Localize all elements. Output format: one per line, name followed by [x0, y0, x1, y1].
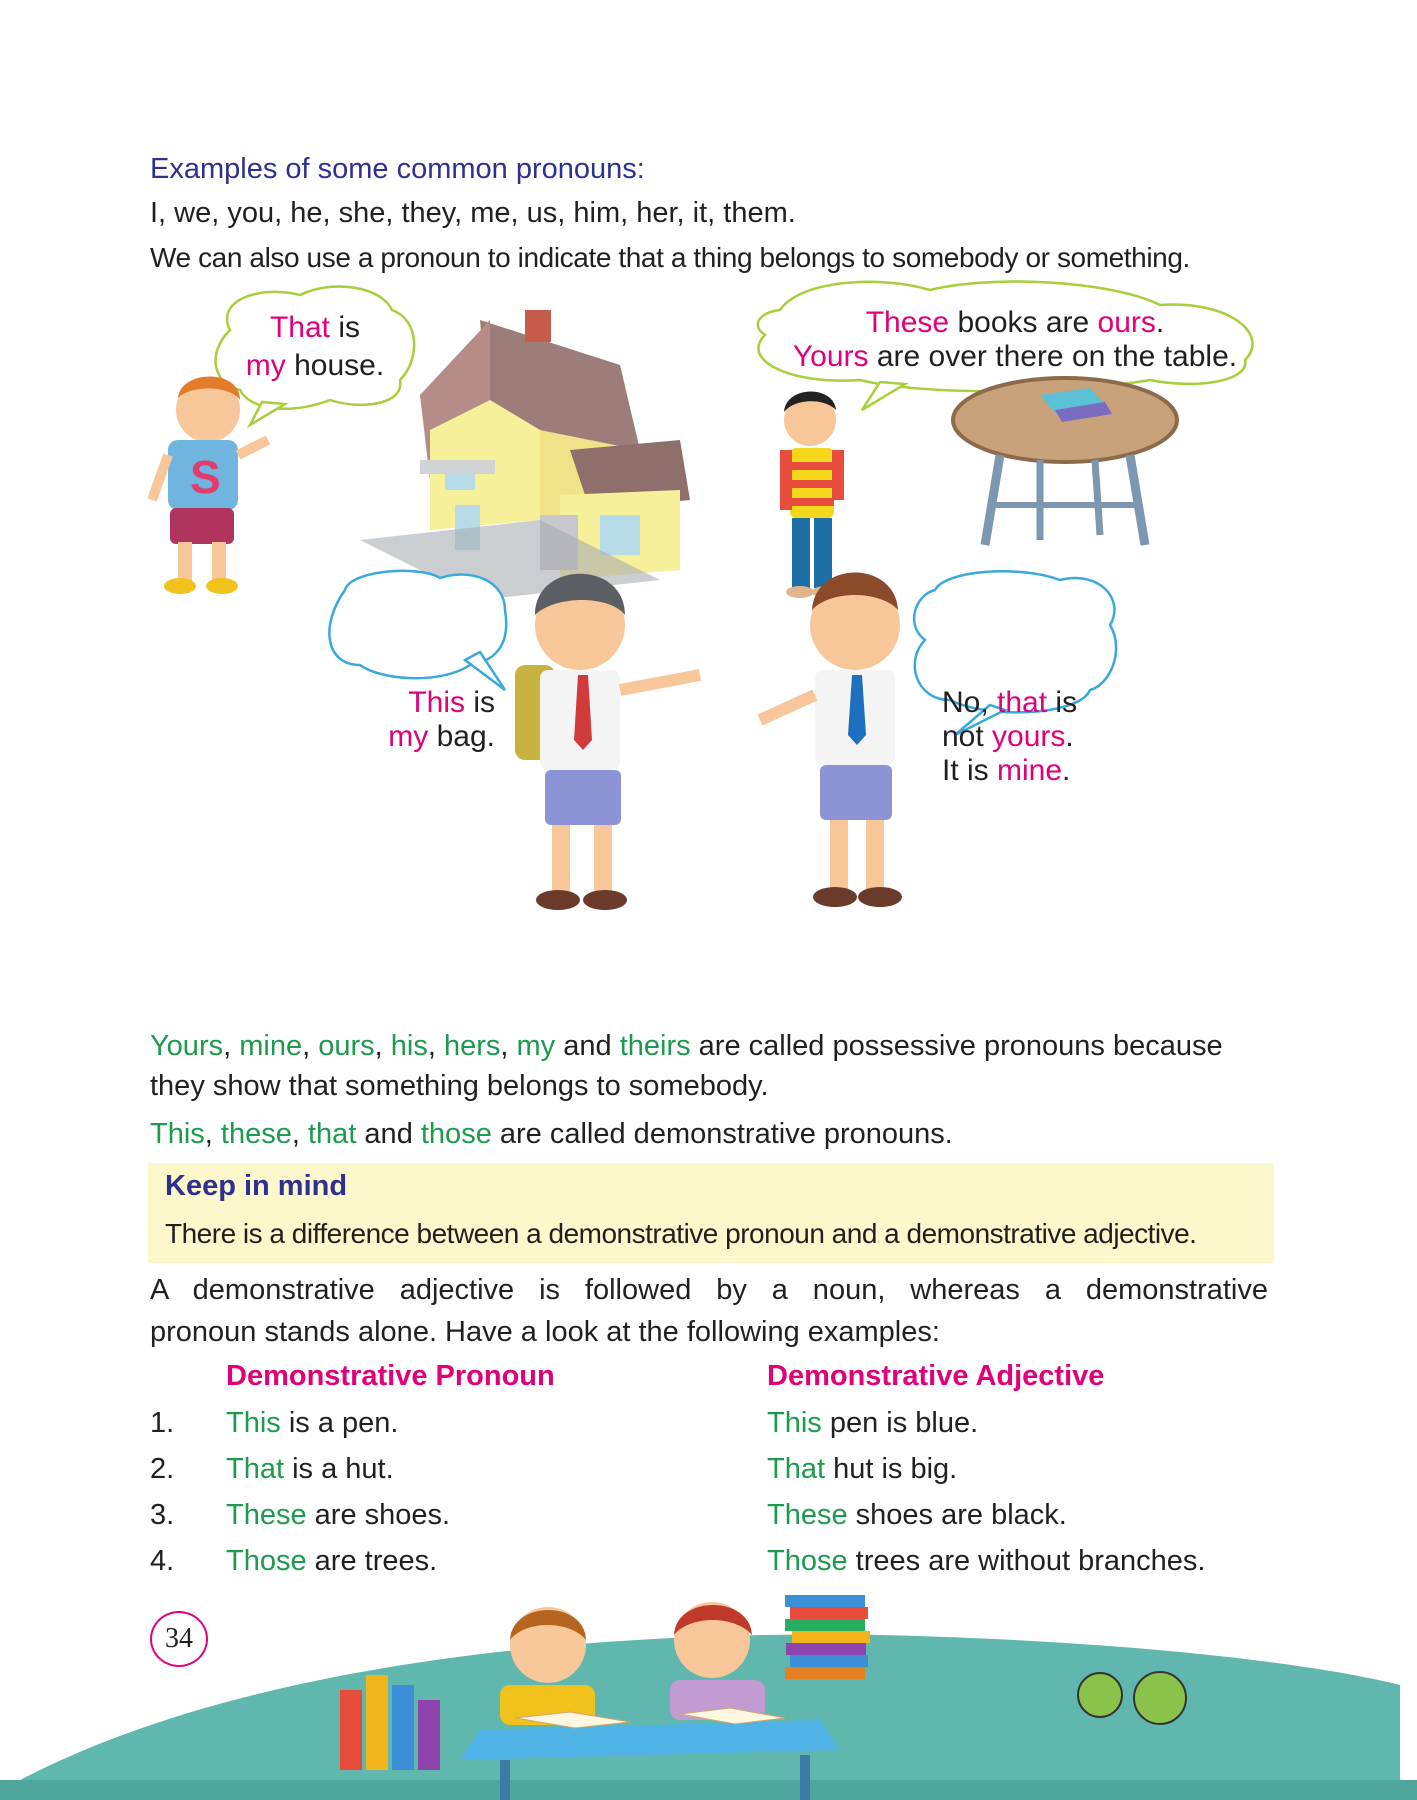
- section-heading: Examples of some common pronouns:: [150, 153, 645, 185]
- bubble-1-text: That is my house.: [245, 311, 385, 382]
- bubble-2-text: These books are ours. Yours are over there on the table.: [792, 306, 1238, 373]
- boy-with-striped-vest: [780, 391, 844, 598]
- explain-line-2: pronoun stands alone. Have a look at the following examples:: [150, 1316, 940, 1348]
- row-number: 4.: [150, 1545, 175, 1577]
- demonstrative-line: This, these, that and those are called demonstrative pronouns.: [150, 1118, 953, 1150]
- illustration-scene: [0, 280, 1417, 1020]
- keep-in-mind-body: There is a difference between a demonstrative pronoun and a demonstrative adjective.: [165, 1218, 1197, 1249]
- belongs-line: We can also use a pronoun to indicate that a thing belongs to somebody or something.: [150, 242, 1190, 273]
- possessive-paragraph: Yours, mine, ours, his, hers, my and theirs are called possessive pronouns because they show that something belongs to somebody.: [150, 1030, 1223, 1102]
- speech-bubble-3: [329, 571, 506, 690]
- pronoun-example: These are shoes.: [226, 1499, 451, 1531]
- adjective-example: This pen is blue.: [767, 1407, 979, 1439]
- row-number: 2.: [150, 1453, 175, 1485]
- adjective-example: Those trees are without branches.: [767, 1545, 1206, 1577]
- adjective-example: That hut is big.: [767, 1453, 958, 1485]
- keep-in-mind-title: Keep in mind: [165, 1170, 348, 1202]
- pronoun-list: I, we, you, he, she, they, me, us, him, her, it, them.: [150, 197, 796, 229]
- row-number: 3.: [150, 1499, 175, 1531]
- bubble-4-text: No, that is not yours. It is mine.: [942, 686, 1078, 787]
- boy-pointing-self: [760, 573, 902, 908]
- boy-with-school-bag: [515, 574, 700, 910]
- book-stack: [785, 1595, 870, 1679]
- pronoun-example: This is a pen.: [226, 1407, 399, 1439]
- pronoun-example: That is a hut.: [226, 1453, 394, 1485]
- page-number: 34: [150, 1611, 208, 1667]
- bubble-3-text: This is my bag.: [388, 686, 495, 753]
- footer-illustration: [0, 1590, 1417, 1800]
- pronoun-example: Those are trees.: [226, 1545, 438, 1577]
- boy-with-s-shirt: [152, 377, 268, 595]
- row-number: 1.: [150, 1407, 175, 1439]
- table-with-books: [953, 378, 1177, 545]
- header-demonstrative-pronoun: Demonstrative Pronoun: [226, 1360, 555, 1392]
- svg-text:S: S: [190, 451, 221, 503]
- header-demonstrative-adjective: Demonstrative Adjective: [767, 1360, 1105, 1392]
- explain-line-1: A demonstrative adjective is followed by a noun, whereas a demonstrative: [150, 1274, 1268, 1306]
- adjective-example: These shoes are black.: [767, 1499, 1067, 1531]
